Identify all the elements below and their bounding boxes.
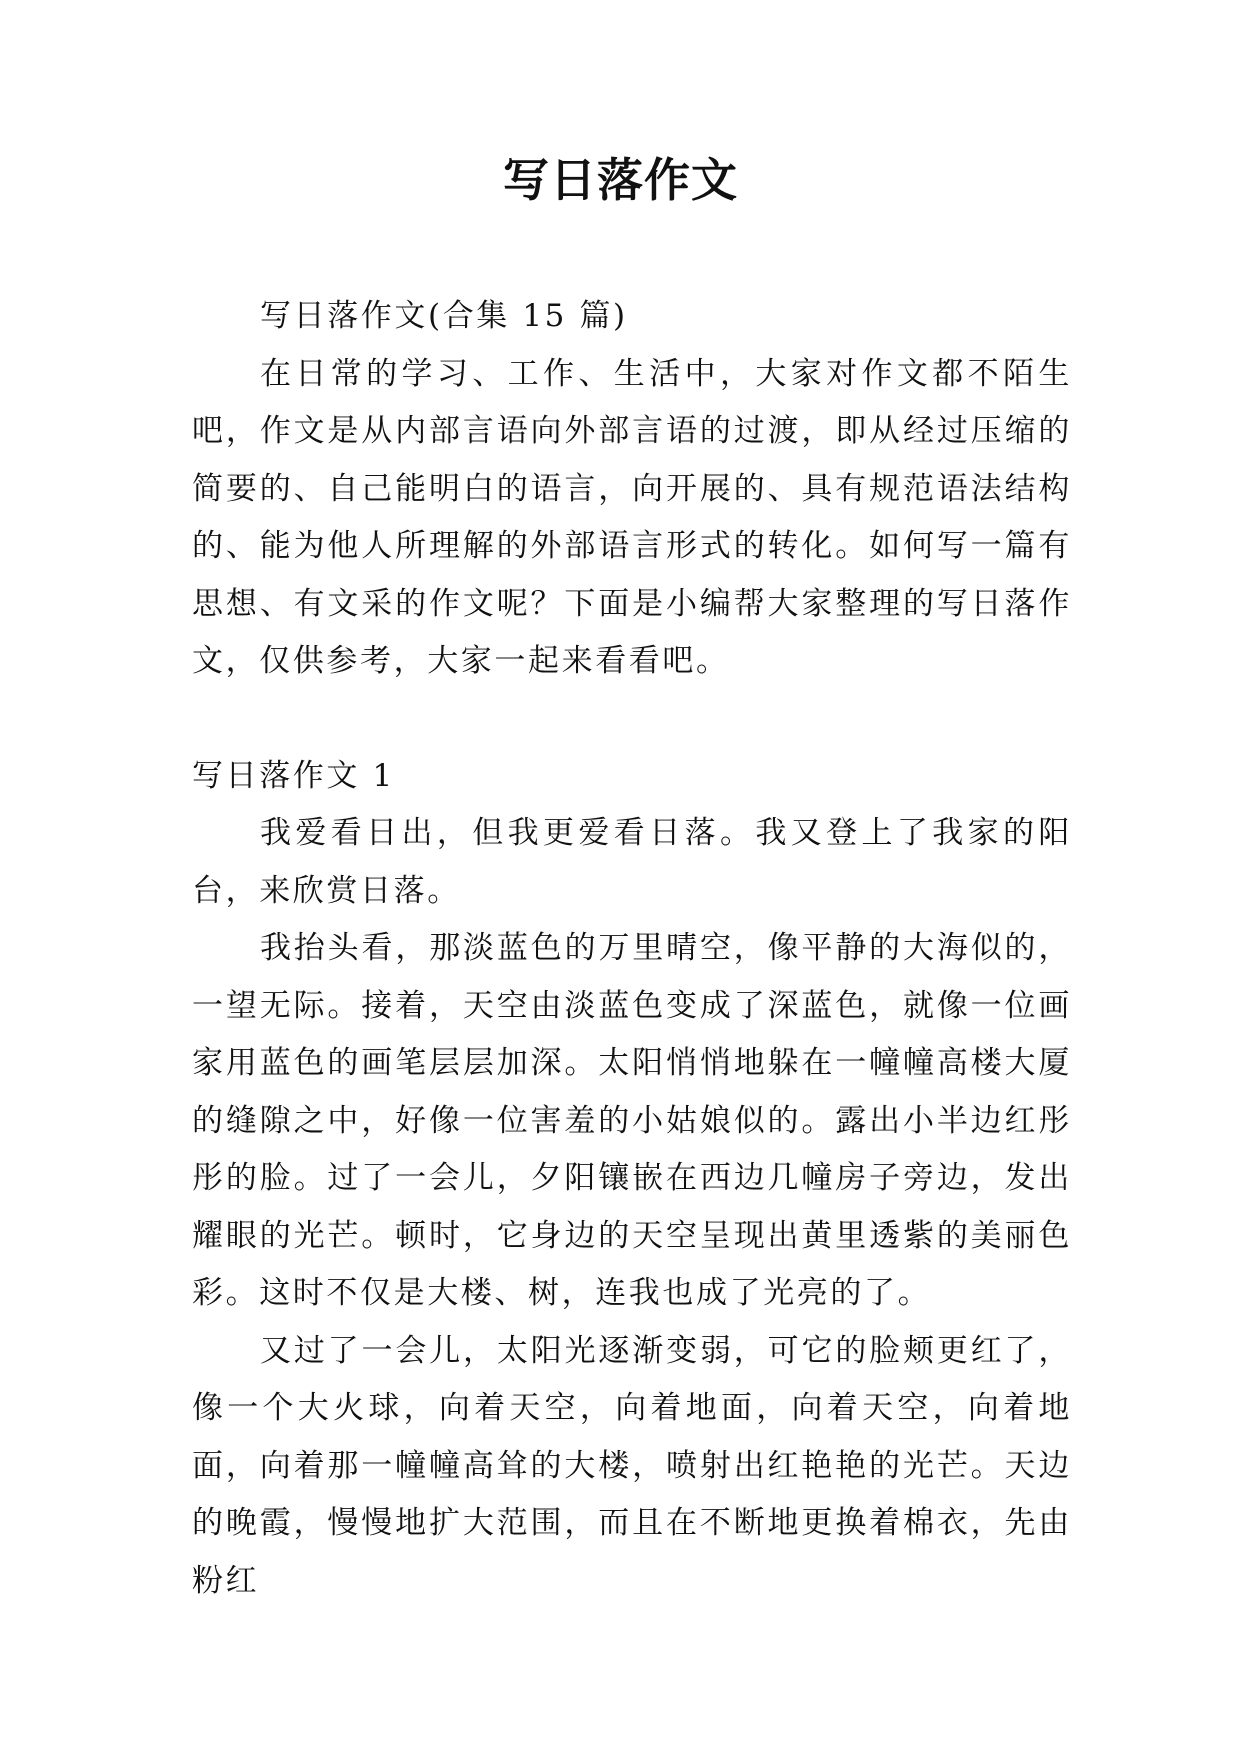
paragraph-gap: [192, 691, 1072, 748]
document-title: 写日落作文: [503, 153, 738, 207]
document-body: [192, 288, 1072, 1610]
body-paragraph: 我抬头看，那淡蓝色的万里晴空，像平静的大海似的，一望无际。接着，天空由淡蓝色变成了深蓝色，就像一位画家用蓝色的画笔层层加深。太阳悄悄地躲在一幢幢高楼大厦的缝隙之中，好像一位害羞的小姑娘似的。露出小半边红彤彤的脸。过了一会儿，夕阳镶嵌在西边几幢房子旁边，发出耀眼的光芒。顿时，它身边的天空呈现出黄里透紫的美丽色彩。这时不仅是大楼、树，连我也成了光亮的了。: [192, 930, 1072, 1311]
body-paragraph: 我爱看日出，但我更爱看日落。我又登上了我家的阳台，来欣赏日落。: [192, 815, 1072, 909]
section-heading: 写日落作文 1: [192, 757, 395, 794]
intro-paragraph: 在日常的学习、工作、生活中，大家对作文都不陌生吧，作文是从内部言语向外部言语的过渡，即从经过压缩的简要的、自己能明白的语言，向开展的、具有规范语法结构的、能为他人所理解的外部语言形式的转化。如何写一篇有思想、有文采的作文呢？下面是小编帮大家整理的写日落作文，仅供参考，大家一起来看看吧。: [192, 355, 1072, 679]
subtitle-line: 写日落作文(合集 15 篇): [260, 298, 628, 334]
body-paragraph: 又过了一会儿，太阳光逐渐变弱，可它的脸颊更红了，像一个大火球，向着天空，向着地面，向着天空，向着地面，向着那一幢幢高耸的大楼，喷射出红艳艳的光芒。天边的晚霞，慢慢地扩大范围，而且在不断地更换着棉衣，先由粉红: [192, 1332, 1072, 1599]
